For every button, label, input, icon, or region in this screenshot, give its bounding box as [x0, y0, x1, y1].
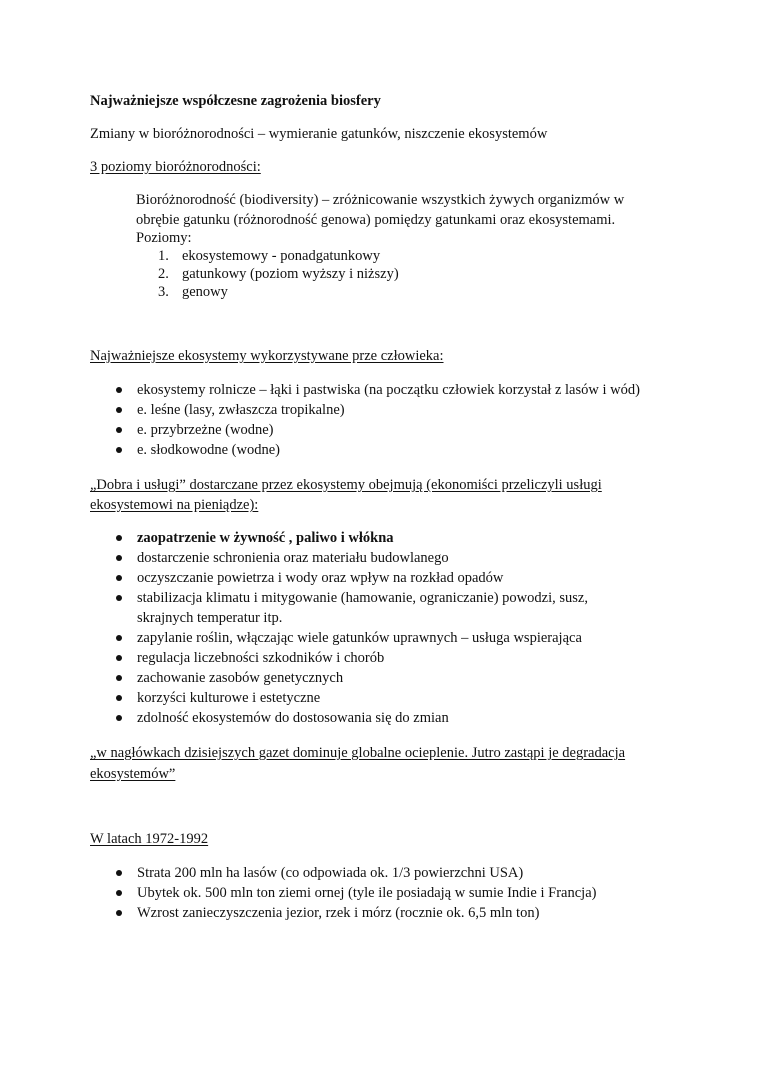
services-heading-line2: ekosystemowi na pieniądze):	[90, 497, 259, 513]
bullet-icon	[116, 655, 122, 661]
list-item-text: stabilizacja klimatu i mitygowanie (hamowanie, ograniczanie) powodzi, susz,	[137, 590, 588, 606]
list-number: 3.	[158, 284, 169, 300]
list-item	[112, 528, 672, 548]
bullet-icon	[116, 595, 122, 601]
services-heading-line1: „Dobra i usługi” dostarczane przez ekosystemy obejmują (ekonomiści przeliczyli usługi	[90, 477, 602, 493]
period-list	[112, 863, 672, 923]
bullet-icon	[116, 427, 122, 433]
list-item	[112, 548, 672, 568]
bullet-icon	[116, 715, 122, 721]
list-item	[112, 588, 672, 628]
list-item-text: regulacja liczebności szkodników i chorób	[137, 650, 385, 666]
bullet-icon	[116, 407, 122, 413]
list-item-text: Ubytek ok. 500 mln ton ziemi ornej (tyle ile posiadają w sumie Indie i Francja)	[137, 885, 597, 901]
definition-line: Bioróżnorodność (biodiversity) – zróżnicowanie wszystkich żywych organizmów w	[136, 192, 625, 208]
list-item	[112, 863, 672, 883]
list-item-text: zdolność ekosystemów do dostosowania się do zmian	[137, 710, 449, 726]
list-item	[112, 668, 672, 688]
bullet-icon	[116, 575, 122, 581]
list-item	[112, 440, 672, 460]
list-item-text: ekosystemy rolnicze – łąki i pastwiska (na początku człowiek korzystał z lasów i wód)	[137, 382, 640, 398]
list-item	[112, 903, 672, 923]
list-item	[112, 708, 672, 728]
list-item-text: gatunkowy (poziom wyższy i niższy)	[182, 266, 399, 282]
list-item	[112, 420, 672, 440]
document-title: Najważniejsze współczesne zagrożenia biosfery	[90, 93, 381, 109]
list-item-text: zachowanie zasobów genetycznych	[137, 670, 344, 686]
biodiversity-definition	[136, 190, 696, 301]
levels-heading: 3 poziomy bioróżnorodności:	[90, 159, 261, 175]
list-item	[112, 628, 672, 648]
list-item-text: ekosystemowy - ponadgatunkowy	[182, 248, 381, 264]
bullet-icon	[116, 890, 122, 896]
ecosystems-heading: Najważniejsze ekosystemy wykorzystywane prze człowieka:	[90, 348, 444, 364]
list-item-text: zaopatrzenie w żywność , paliwo i włókna	[137, 530, 394, 546]
list-number: 2.	[158, 266, 169, 282]
bullet-icon	[116, 555, 122, 561]
bullet-icon	[116, 675, 122, 681]
bullet-icon	[116, 870, 122, 876]
list-number: 1.	[158, 248, 169, 264]
list-item-text: Wzrost zanieczyszczenia jezior, rzek i mórz (rocznie ok. 6,5 mln ton)	[137, 905, 540, 921]
list-item-text: zapylanie roślin, włączając wiele gatunków uprawnych – usługa wspierająca	[137, 630, 582, 646]
list-item-text: korzyści kulturowe i estetyczne	[137, 690, 321, 706]
list-item	[112, 648, 672, 668]
list-item-text: genowy	[182, 284, 228, 300]
bullet-icon	[116, 535, 122, 541]
bullet-icon	[116, 910, 122, 916]
list-item	[112, 688, 672, 708]
intro-paragraph: Zmiany w bioróżnorodności – wymieranie gatunków, niszczenie ekosystemów	[90, 126, 548, 142]
list-item	[112, 568, 672, 588]
list-item-text-continued: skrajnych temperatur itp.	[137, 610, 283, 626]
list-item-text: e. leśne (lasy, zwłaszcza tropikalne)	[137, 402, 345, 418]
period-heading: W latach 1972-1992	[90, 831, 209, 847]
quote-line2: ekosystemów”	[90, 766, 176, 782]
bullet-icon	[116, 447, 122, 453]
bullet-icon	[116, 635, 122, 641]
list-item	[112, 380, 672, 400]
list-item	[112, 883, 672, 903]
list-item	[112, 400, 672, 420]
services-list	[112, 528, 672, 728]
definition-line: obrębie gatunku (różnorodność genowa) pomiędzy gatunkami oraz ekosystemami.	[136, 212, 616, 228]
levels-list	[136, 247, 696, 301]
list-item	[136, 283, 696, 301]
levels-label: Poziomy:	[136, 230, 192, 246]
bullet-icon	[116, 695, 122, 701]
list-item-text: dostarczenie schronienia oraz materiału budowlanego	[137, 550, 449, 566]
list-item	[136, 247, 696, 265]
list-item	[136, 265, 696, 283]
list-item-text: Strata 200 mln ha lasów (co odpowiada ok. 1/3 powierzchni USA)	[137, 865, 524, 881]
list-item-text: e. przybrzeżne (wodne)	[137, 422, 274, 438]
bullet-icon	[116, 387, 122, 393]
ecosystems-list	[112, 380, 672, 460]
list-item-text: oczyszczanie powietrza i wody oraz wpływ na rozkład opadów	[137, 570, 504, 586]
list-item-text: e. słodkowodne (wodne)	[137, 442, 280, 458]
quote-line1: „w nagłówkach dzisiejszych gazet dominuje globalne ocieplenie. Jutro zastąpi je degradacja	[90, 745, 626, 761]
